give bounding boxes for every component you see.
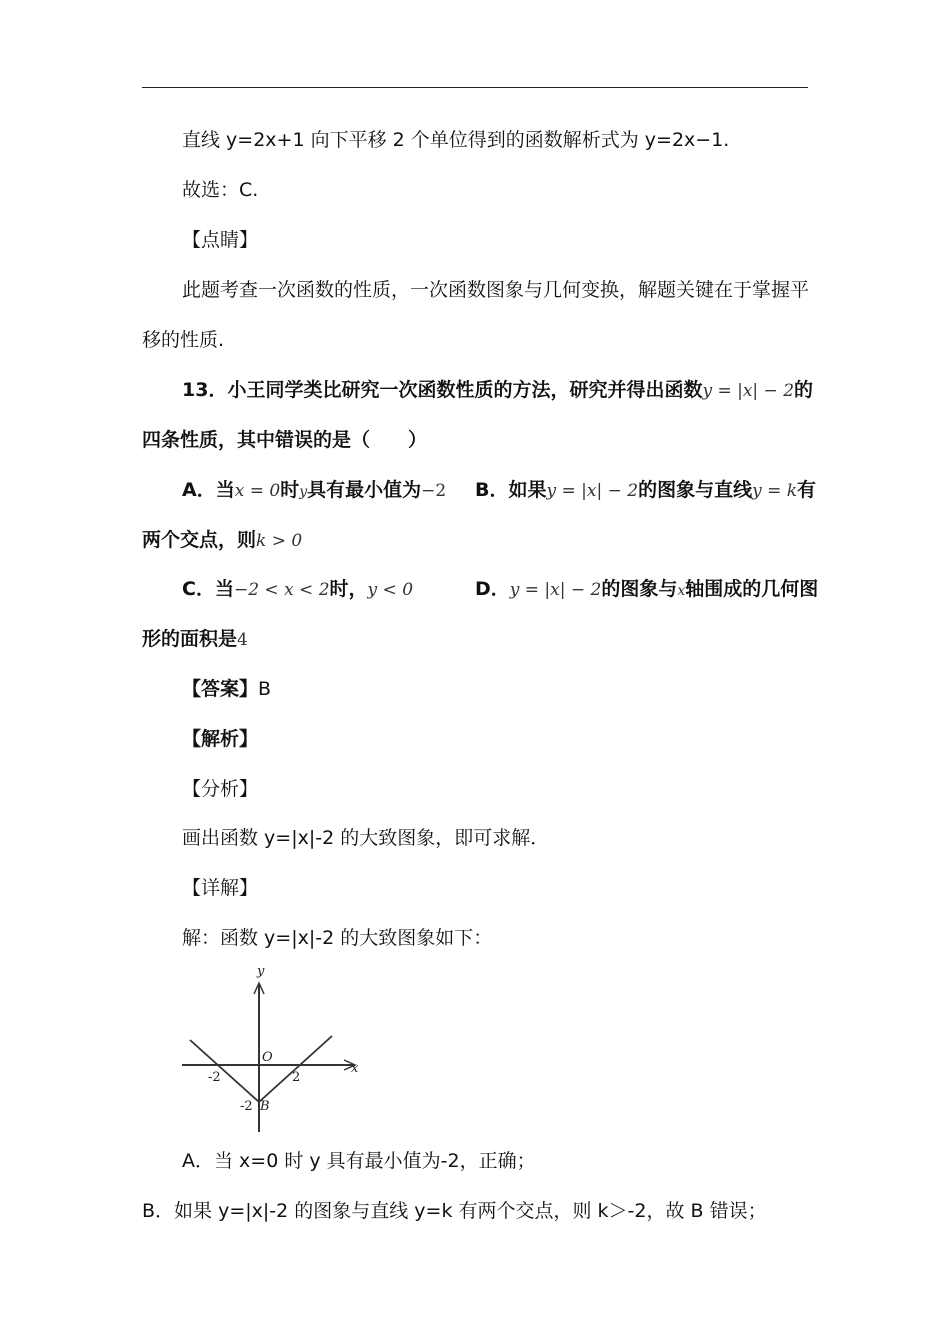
option-c-result: y < 0 (367, 580, 414, 600)
origin-label: O (262, 1050, 273, 1065)
option-b-cont-text: 两个交点，则 (142, 529, 257, 551)
header-rule (142, 87, 808, 88)
option-d-continued (142, 626, 248, 653)
option-c-mid: 时， (329, 578, 368, 600)
option-b-prefix: B．如果 (475, 479, 547, 501)
prev-solution-line: 直线 y=2x+1 向下平移 2 个单位得到的函数解析式为 y=2x−1. (182, 129, 730, 151)
option-a-var: y (299, 484, 308, 500)
option-d-cont-value: 4 (237, 630, 248, 650)
function-graph (178, 960, 368, 1135)
neg2-x-label: -2 (208, 1070, 221, 1085)
option-b-line: y = k (752, 481, 798, 501)
option-b (475, 477, 816, 504)
option-a (182, 477, 446, 505)
option-d (475, 576, 818, 604)
neg2-y-label: -2 (240, 1099, 253, 1114)
detail-a: A．当 x=0 时 y 具有最小值为-2，正确； (182, 1150, 536, 1172)
option-c (182, 576, 413, 603)
fenxi-text: 画出函数 y=|x|-2 的大致图象，即可求解． (182, 827, 550, 849)
y-axis-label: y (257, 964, 265, 979)
dianjing-text-2: 移的性质. (142, 329, 225, 351)
option-d-var: x (677, 583, 686, 599)
option-a-condition: x = 0 (234, 481, 281, 501)
x-axis-label: x (351, 1061, 359, 1076)
option-b-suffix: 有 (797, 479, 817, 501)
option-a-text: 具有最小值为 (307, 479, 422, 501)
question-stem-1 (182, 377, 813, 404)
prev-choice: 故选：C. (182, 179, 259, 201)
question-function: y = |x| − 2 (702, 381, 795, 401)
option-d-suffix: 轴围成的几何图 (685, 578, 819, 600)
option-a-prefix: A．当 (182, 479, 235, 501)
option-b-cont-condition: k > 0 (256, 531, 303, 551)
xiangjie-label: 【详解】 (182, 877, 259, 899)
fenxi-label: 【分析】 (182, 778, 259, 800)
option-b-mid: 的图象与直线 (638, 479, 753, 501)
jiexi-label: 【解析】 (182, 728, 259, 750)
detail-b: B．如果 y=|x|-2 的图象与直线 y=k 有两个交点，则 k＞-2，故 B 错误； (142, 1200, 767, 1222)
question-stem-prefix: 13．小王同学类比研究一次函数性质的方法，研究并得出函数 (182, 379, 703, 401)
graph-left-branch (190, 1040, 259, 1102)
xiangjie-text: 解：函数 y=|x|-2 的大致图象如下： (182, 927, 493, 949)
option-c-condition: −2 < x < 2 (233, 580, 330, 600)
pos2-x-label: 2 (292, 1070, 301, 1085)
answer-line (182, 676, 271, 702)
dianjing-text-1: 此题考查一次函数的性质，一次函数图象与几何变换，解题关键在于掌握平 (182, 279, 810, 301)
option-d-function: y = |x| − 2 (509, 580, 602, 600)
graph-right-branch (259, 1036, 332, 1102)
question-stem-2: 四条性质，其中错误的是（ ） (142, 429, 428, 451)
option-c-prefix: C．当 (182, 578, 234, 600)
option-d-cont-text: 形的面积是 (142, 628, 238, 650)
option-d-prefix: D． (475, 578, 510, 600)
answer-label: 【答案】 (182, 678, 259, 700)
option-b-function: y = |x| − 2 (546, 481, 639, 501)
option-d-mid: 的图象与 (601, 578, 678, 600)
answer-value: B (258, 678, 272, 700)
dianjing-label: 【点睛】 (182, 229, 259, 251)
option-a-value: −2 (421, 481, 447, 501)
option-b-continued (142, 527, 302, 554)
option-a-mid: 时 (280, 479, 300, 501)
vertex-label: B (260, 1099, 270, 1114)
question-stem-suffix: 的 (794, 379, 814, 401)
